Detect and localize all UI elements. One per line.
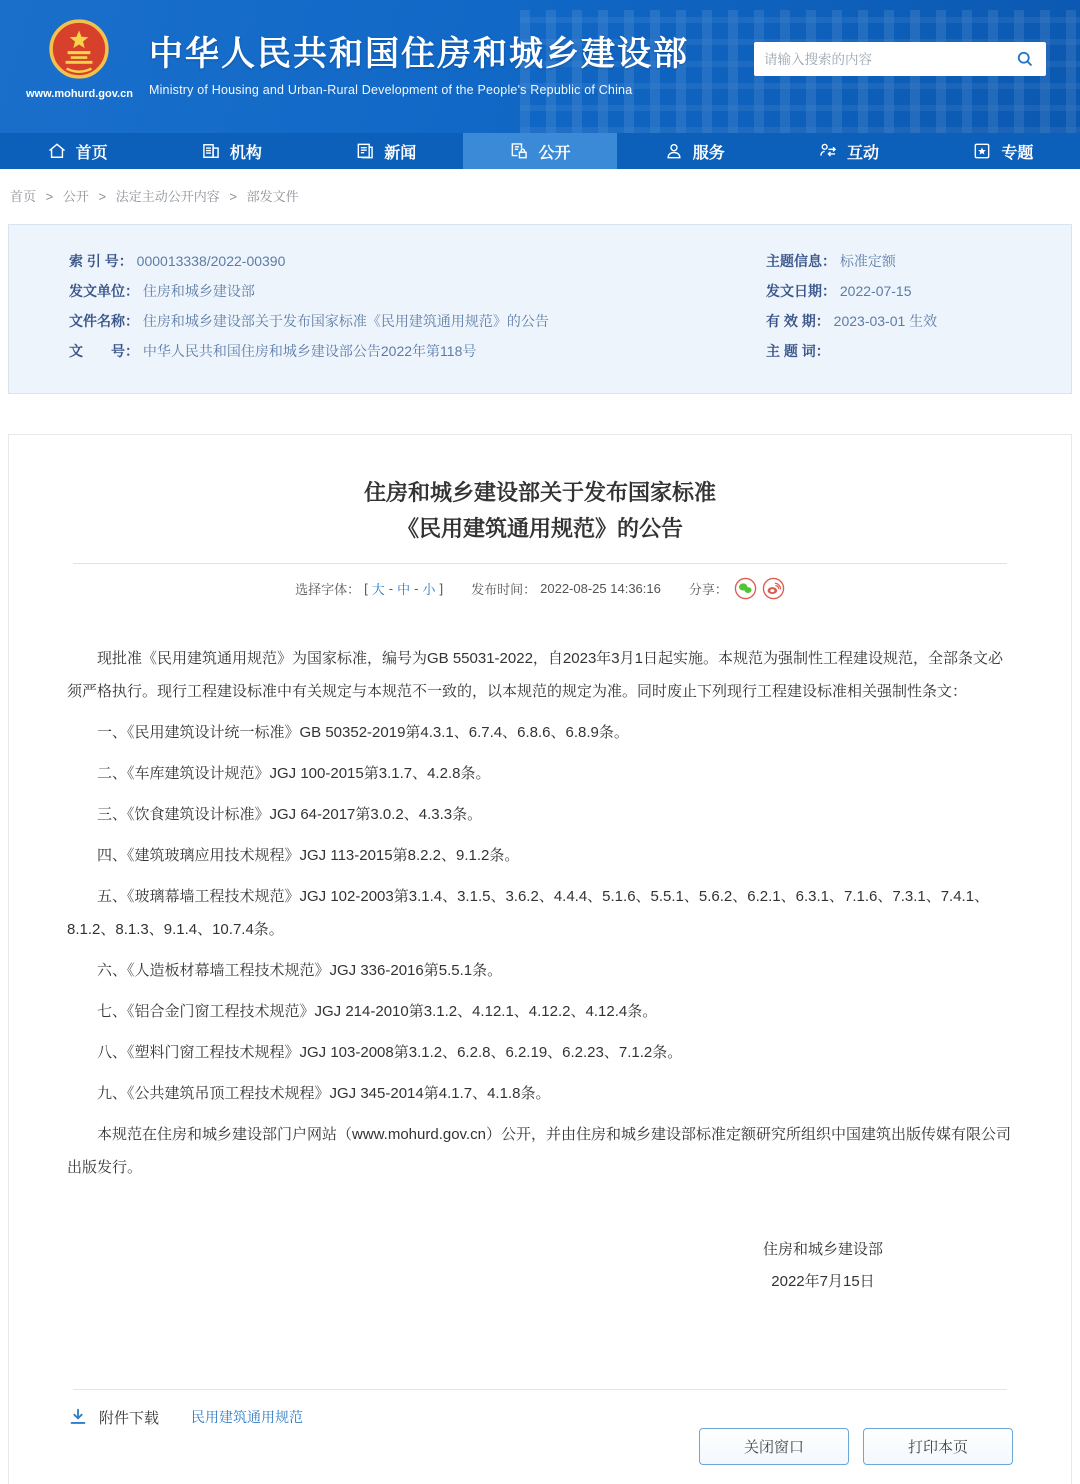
font-size-separator: - — [414, 581, 419, 596]
info-label: 文件名称： — [69, 313, 139, 329]
breadcrumb-separator: > — [45, 189, 54, 204]
close-window-button[interactable]: 关闭窗口 — [699, 1428, 849, 1465]
article-paragraph: 九、《公共建筑吊顶工程技术规程》JGJ 345-2014第4.1.7、4.1.8条。 — [97, 1085, 551, 1102]
nav-item-home[interactable] — [0, 133, 154, 169]
document-lock-icon — [509, 141, 529, 161]
signature-block — [67, 1234, 1013, 1297]
site-title: 中华人民共和国住房和城乡建设部 — [148, 35, 689, 73]
wechat-share-icon[interactable] — [734, 577, 757, 600]
breadcrumb-statutory[interactable]: 法定主动公开内容 — [115, 189, 220, 204]
info-value: 2023-03-01 生效 — [833, 313, 938, 329]
attachment-label: 附件下载 — [99, 1409, 160, 1427]
newspaper-icon — [355, 141, 375, 161]
attachment-divider — [73, 1389, 1007, 1390]
nav-label: 服务 — [692, 144, 725, 162]
info-row-document-number — [69, 341, 766, 361]
search-input[interactable] — [764, 52, 1014, 67]
site-subtitle: Ministry of Housing and Urban-Rural Development of the People's Republic of China — [148, 83, 633, 97]
article-body — [67, 642, 1013, 1184]
info-label: 主 题 词： — [766, 343, 830, 359]
info-row-document-title — [69, 311, 766, 331]
site-logo[interactable] — [26, 18, 689, 100]
title-divider — [73, 563, 1007, 564]
nav-label: 互动 — [847, 144, 880, 162]
article-paragraph: 三、《饮食建筑设计标准》JGJ 64-2017第3.0.2、4.3.3条。 — [97, 806, 483, 823]
article-paragraph: 现批准《民用建筑通用规范》为国家标准，编号为GB 55031-2022，自2023年3月1日起实施。本规范为强制性工程建设规范，全部条文必须严格执行。现行工程建设标准中有关规定与本规范不一致的，以本规范的规定为准。同时废止下列现行工程建设标准相关强制性条文： — [67, 650, 1003, 700]
article-paragraph: 一、《民用建筑设计统一标准》GB 50352-2019第4.3.1、6.7.4、6.8.6、6.8.9条。 — [97, 724, 629, 741]
search-box — [754, 42, 1046, 76]
signature-organization: 住房和城乡建设部 — [762, 1241, 883, 1258]
info-value: 住房和城乡建设部 — [142, 283, 255, 299]
article-toolbar — [67, 577, 1013, 600]
attachment-section — [67, 1406, 303, 1428]
info-row-topic-info — [766, 251, 1051, 271]
info-label: 有 效 期： — [766, 313, 830, 329]
signature-date: 2022年7月15日 — [771, 1272, 875, 1290]
info-value: 000013338/2022-00390 — [136, 253, 286, 269]
article-paragraph: 二、《车库建筑设计规范》JGJ 100-2015第3.1.7、4.2.8条。 — [97, 765, 491, 782]
download-icon — [67, 1406, 89, 1428]
print-page-button[interactable]: 打印本页 — [863, 1428, 1013, 1465]
article-paragraph: 六、《人造板材幕墙工程技术规范》JGJ 336-2016第5.5.1条。 — [97, 962, 503, 979]
article-title-line1: 住房和城乡建设部关于发布国家标准 — [363, 480, 716, 505]
nav-item-service[interactable] — [617, 133, 771, 169]
info-row-effective-date — [766, 311, 1051, 331]
share-group — [689, 577, 785, 600]
publish-time-value: 2022-08-25 14:36:16 — [540, 581, 661, 596]
article-footer — [67, 1406, 1013, 1465]
doc-info-left-column — [69, 251, 766, 371]
breadcrumb-separator: > — [229, 189, 237, 204]
info-row-issuing-unit — [69, 281, 766, 301]
national-emblem-icon — [48, 18, 110, 85]
info-value: 中华人民共和国住房和城乡建设部公告2022年第118号 — [142, 343, 477, 359]
nav-label: 首页 — [75, 144, 108, 162]
article-panel — [8, 434, 1072, 1484]
breadcrumb-ministry-docs[interactable]: 部发文件 — [246, 189, 299, 204]
info-row-index-number — [69, 251, 766, 271]
info-value: 标准定额 — [839, 253, 896, 269]
info-label: 发文单位： — [69, 283, 139, 299]
main-nav — [0, 133, 1080, 169]
font-size-selector — [295, 579, 443, 598]
document-info-panel — [8, 224, 1072, 394]
nav-label: 公开 — [538, 144, 571, 162]
info-label: 文 号： — [69, 343, 139, 359]
bracket: [ — [364, 581, 368, 596]
person-service-icon — [664, 141, 684, 161]
bracket: ] — [439, 581, 444, 596]
font-size-small[interactable]: 小 — [422, 582, 436, 597]
font-size-large[interactable]: 大 — [371, 582, 385, 597]
site-url: www.mohurd.gov.cn — [26, 88, 133, 100]
font-size-label: 选择字体： — [295, 582, 361, 597]
article-title-line2: 《民用建筑通用规范》的公告 — [396, 516, 683, 541]
article-paragraph: 四、《建筑玻璃应用技术规程》JGJ 113-2015第8.2.2、9.1.2条。 — [97, 847, 520, 864]
doc-info-right-column — [766, 251, 1051, 371]
info-label: 发文日期： — [766, 283, 836, 299]
article-paragraph: 八、《塑料门窗工程技术规程》JGJ 103-2008第3.1.2、6.2.8、6.2.19、6.2.23、7.1.2条。 — [97, 1044, 683, 1061]
article-paragraph: 本规范在住房和城乡建设部门户网站（www.mohurd.gov.cn）公开，并由住房和城乡建设部标准定额研究所组织中国建筑出版传媒有限公司出版发行。 — [67, 1126, 1011, 1176]
breadcrumb-home[interactable]: 首页 — [10, 189, 37, 204]
info-value: 住房和城乡建设部关于发布国家标准《民用建筑通用规范》的公告 — [142, 313, 549, 329]
info-value: 2022-07-15 — [839, 283, 912, 299]
publish-time — [471, 579, 661, 598]
breadcrumb-public[interactable]: 公开 — [62, 189, 89, 204]
share-label: 分享： — [688, 582, 728, 597]
weibo-share-icon[interactable] — [762, 577, 785, 600]
article-paragraph: 五、《玻璃幕墙工程技术规范》JGJ 102-2003第3.1.4、3.1.5、3.6.2、4.4.4、5.1.6、5.5.1、5.6.2、6.2.1、6.3.1、7.1.6、7.3.1、7.4.1、8.1.2、8.1.3、9.1.4、10.7.4条。 — [67, 888, 990, 938]
nav-label: 专题 — [1001, 144, 1034, 162]
nav-label: 新闻 — [384, 144, 417, 162]
breadcrumb-separator: > — [98, 189, 107, 204]
font-size-separator: - — [388, 581, 394, 596]
site-header — [0, 0, 1080, 133]
nav-item-news[interactable] — [309, 133, 463, 169]
article-paragraph: 七、《铝合金门窗工程技术规范》JGJ 214-2010第3.1.2、4.12.1、4.12.2、4.12.4条。 — [97, 1003, 658, 1020]
organization-icon — [201, 141, 221, 161]
nav-item-topics[interactable] — [926, 133, 1080, 169]
search-icon[interactable] — [1014, 48, 1036, 70]
info-label: 主题信息： — [766, 253, 836, 269]
nav-label: 机构 — [229, 144, 262, 162]
star-document-icon — [972, 141, 992, 161]
info-label: 索 引 号： — [69, 253, 133, 269]
action-buttons — [699, 1428, 1013, 1465]
attachment-link[interactable]: 民用建筑通用规范 — [191, 1409, 304, 1425]
font-size-medium[interactable]: 中 — [397, 582, 411, 597]
person-arrows-icon — [818, 141, 838, 161]
breadcrumb — [0, 169, 1080, 220]
publish-time-label: 发布时间： — [471, 582, 537, 597]
nav-item-org[interactable] — [154, 133, 308, 169]
article-title — [67, 475, 1013, 547]
info-row-issue-date — [766, 281, 1051, 301]
nav-item-interact[interactable] — [771, 133, 925, 169]
home-icon — [47, 141, 67, 161]
info-row-keywords — [766, 341, 1051, 361]
nav-item-public[interactable] — [463, 133, 617, 169]
